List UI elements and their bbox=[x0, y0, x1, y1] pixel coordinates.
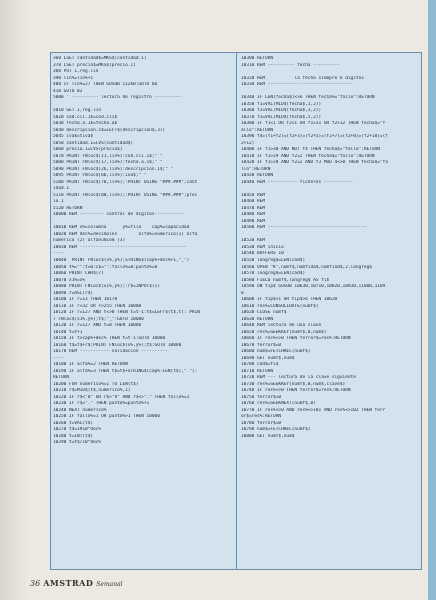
code-line: 5050 cantidad.1=CVS(cantidad$) bbox=[53, 140, 134, 146]
code-line: 10470 REM bbox=[241, 205, 266, 211]
code-line: 10600 IF tip$<1 OR tip$>6 THEN 10620 bbox=[241, 297, 338, 303]
code-line: 10700 cad$=fi$ bbox=[241, 362, 279, 368]
code-line: 10140 t=t+1 bbox=[53, 329, 83, 335]
code-line: 10660 IF res%<>0 THEN ferror$=res%:RETURN bbox=[241, 336, 351, 342]
code-line: 10200 FOR numerico%=1 TO LEN(t$) bbox=[53, 381, 139, 387]
code-line: 10000 REM --------- control de digitos----------- bbox=[53, 212, 184, 218]
magazine-title: AMSTRAD bbox=[43, 578, 94, 588]
code-line: 10800 GET numf$,num$ bbox=[241, 433, 295, 439]
code-line: 10280 t=INT(t$) bbox=[53, 433, 94, 439]
code-line: 10320 REM la fecha siempre 6 digitos bbox=[241, 75, 364, 81]
code-line: 10060 PRINT CHR$(7) bbox=[53, 271, 104, 277]
code-line: 10620 CLOSE numf$ bbox=[241, 310, 287, 316]
code-line: 10450 REM bbox=[241, 192, 266, 198]
code-line: 10230 IF r$="." THEN punto%=punto%+1 bbox=[53, 401, 150, 407]
listing-right-column bbox=[241, 56, 419, 568]
code-line: 5060 precio.1=CVS(precio$) bbox=[53, 147, 123, 153]
code-line: 10530 REM inicio bbox=[241, 244, 284, 250]
code-line: 5020 cod.cli.1$=cod.cli$ bbox=[53, 114, 118, 120]
code-line: 10260 t=VAL(t$) bbox=[53, 420, 94, 426]
code-line: 10590 ON tip$ GOSUB 10630,10710,10820,10930,11000,1109 bbox=[241, 284, 386, 290]
code-line: 10210 r$=MID$(t$,numerico%,1) bbox=[53, 388, 131, 394]
code-line: 390 lin%=lin%+1 bbox=[53, 75, 94, 81]
code-line: 10370 f3=VAL(MID$(fecha$,5,2)) bbox=[241, 114, 322, 120]
code-line: 10180 IF alfa%=2 THEN RETURN bbox=[53, 362, 128, 368]
code-line: 10100 IF r=13 THEN 10170 bbox=[53, 297, 118, 303]
code-line: 10390 f4=(f1+f2)=(f2+3)=(f2+5)=(f2+7)=(f2+8)=(f2+10)=(f bbox=[241, 134, 388, 140]
code-line: 10380 IF f1<1 OR f2<1 OR f1>31 OR f2>12 THEN fecha$="f bbox=[241, 121, 386, 127]
code-line: 10070 x1%=x% bbox=[53, 277, 86, 283]
code-line: 10050 t%="":t=0:c$="":fallo%=0:punto%=0 bbox=[53, 264, 158, 270]
code-line: 5040 descripcion.1$=LEFT$(descripcion$,37) bbox=[53, 127, 166, 133]
code-line: 360 LSET cantidad$=MKS$(cantidad.1) bbox=[53, 56, 147, 61]
code-line: 10420 IF f1>28 AND f2=2 AND f3 MOD 4<>0 THEN fecha$="fa bbox=[241, 160, 388, 166]
code-line: 5010 GET 1,reg.lin bbox=[53, 108, 102, 114]
code-line: 10570 longreg$=LEN(cad$) bbox=[241, 271, 306, 277]
page-number: 36 bbox=[30, 579, 41, 588]
code-line: 10520 REM bbox=[241, 238, 266, 244]
code-line: ---- bbox=[53, 355, 64, 361]
code-line: RETURN bbox=[53, 375, 70, 381]
code-line: 10010 REM x%=columna y%=fila cap%=capacidad bbox=[53, 225, 190, 231]
code-line: 10330 REM -------------------------------- bbox=[241, 82, 354, 88]
adjacent-page-strip bbox=[428, 0, 436, 600]
code-line: 10540 BUFFERS 10 bbox=[241, 251, 284, 257]
code-line: 10020 REM dec%=decimales alfa%=numerico(1) alfa bbox=[53, 231, 198, 237]
code-line: 10090 r=ASC(r$) bbox=[53, 290, 94, 296]
code-line: 2+12) bbox=[241, 140, 255, 146]
code-line: or$=res%:RETURN bbox=[241, 414, 282, 420]
magazine-subtitle: Semanal bbox=[96, 581, 123, 588]
code-line: 10480 REM bbox=[241, 212, 266, 218]
code-line: 10440 REM ----------- ficheros ----------- bbox=[241, 179, 354, 185]
listing-left-column bbox=[53, 56, 239, 568]
code-line: 10730 res%=SEEKKEY(numf$,0,num$,clave$) bbox=[241, 381, 346, 387]
code-line: 10460 REM bbox=[241, 199, 266, 205]
code-line: 10550 longreg$=LEN(cad$) bbox=[241, 257, 306, 263]
code-line: 10650 res%=SEEKKEY(numf$,0,num$) bbox=[241, 329, 327, 335]
code-line: 10740 IF res%<>0 THEN ferror$=res%:RETURN bbox=[241, 388, 351, 394]
code-line: 10680 num$=FETCHREC(numf$) bbox=[241, 349, 311, 355]
code-line: 10350 f1=VAL(MID$(fecha$,1,2)) bbox=[241, 101, 322, 107]
code-line: 10750 ferror$=0 bbox=[241, 394, 282, 400]
code-line: 5030 fecha.a.1$=fecha.a$ bbox=[53, 121, 118, 127]
code-line: 10630 RETURN bbox=[241, 316, 274, 322]
code-line: 5110 PRINT FNloc$(80,lin%);:PRINT USING "###.###";prec bbox=[53, 192, 198, 198]
code-line: 10410 IF f1>29 AND f2=2 THEN fecha$="fallo":RETURN bbox=[241, 153, 375, 159]
code-line: 10030 REM ---------------------------------------- bbox=[53, 244, 187, 250]
code-line: 10500 REM ------------------------------------- bbox=[241, 225, 367, 231]
code-line: T FNloc$(x1%,y%);t$;"_":GOTO 10080 bbox=[53, 316, 144, 322]
code-line: 5095 PRINT FNloc$(66,lin%):iva$;" " bbox=[53, 173, 147, 179]
page-binding-edge bbox=[0, 0, 28, 600]
page-footer bbox=[30, 578, 123, 592]
code-line: 5070 PRINT FNloc$(11,lin%):cod.cli.1$;" " bbox=[53, 153, 163, 159]
code-line: 10780 ferror$=0 bbox=[241, 420, 282, 426]
code-line: 5080 PRINT FNloc$(17,lin%):fecha.a.1$;" " bbox=[53, 160, 163, 166]
code-line: 10220 IF r$<"0" OR r$>"9" AND r$<>"." THEN fallo%=1 bbox=[53, 394, 190, 400]
code-line: 370 LSET precio$=MKS$(precio.1) bbox=[53, 62, 136, 68]
code-line: 10150 IF t>cap%+dec% THEN t=t-1:GOTO 10080 bbox=[53, 336, 166, 342]
code-line: 10560 OPEN "K",numf$,nomfida$,nomfind$,2,longreg$ bbox=[241, 264, 372, 270]
code-line: 10190 IF alfa%=3 THEN t$=t$+STRING$(cap%-LEN(t$)," "): bbox=[53, 368, 198, 374]
code-line: 10490 REM bbox=[241, 218, 266, 224]
code-line: 10580 FIELD numf$,longreg$ AS fi$ bbox=[241, 277, 330, 283]
code-line: allo":RETURN bbox=[241, 127, 274, 133]
code-line: 10310 REM ---------- fecha ---------- bbox=[241, 62, 340, 68]
code-line: 5100 PRINT FNloc$(70,lin%);:PRINT USING "###.###";cant bbox=[53, 179, 198, 185]
code-line: numerico (2) alfanumcom (3) bbox=[53, 238, 126, 244]
code-line: 10760 res%=SEEKNEXT(numf$,0) bbox=[241, 401, 316, 407]
code-line: 10300 RETURN bbox=[241, 56, 274, 61]
code-line: 10040 PRINT FNloc$(x%,y%);STRING$(cap%+dec%+1,"_") bbox=[53, 257, 190, 263]
code-line: 10790 num$=FETCHREC(numf$) bbox=[241, 427, 311, 433]
code-line: 400 IF lin%=27 THEN GOSUB 11260:GOTO 60 bbox=[53, 82, 158, 88]
code-line: 10610 res%=CONSOLIDATE(numf$) bbox=[241, 303, 319, 309]
code-line: 380 PUT 1,reg.lin bbox=[53, 69, 99, 75]
code-line: 10720 REM --- lectura de la clave siguiente bbox=[241, 375, 356, 381]
code-line: 10170 REM ----------- validacion ---------- bbox=[53, 349, 168, 355]
code-line: 5090 PRINT FNloc$(26,lin%):descripcion.1$;" " bbox=[53, 166, 174, 172]
code-line: io.1 bbox=[53, 199, 64, 205]
code-line: 10290 t=t$/10^dec% bbox=[53, 440, 102, 446]
code-line: 10250 IF fallo%=1 OR punto%>1 THEN 10000 bbox=[53, 414, 160, 420]
code-line: 10670 ferror$=0 bbox=[241, 342, 282, 348]
code-line: 10080 PRINT FNloc$(x1%,y%);:r$=INPUT$(1) bbox=[53, 284, 160, 290]
code-line: 10360 f2=VAL(MID$(fecha$,3,2)) bbox=[241, 108, 322, 114]
code-line: 10770 IF res%<>0 AND res%<>101 AND res%<>102 THEN ferr bbox=[241, 407, 386, 413]
code-line: 10400 IF f1>30 AND NOT f4 THEN fecha$="fallo":RETURN bbox=[241, 147, 380, 153]
code-line: 10340 IF LEN(fecha$)<>6 THEN fecha%="fallo":RETURN bbox=[241, 95, 375, 101]
code-line: 10160 t$=t$+r$:PRINT FNloc$(x%,y%);t$:GOTO 10080 bbox=[53, 342, 182, 348]
code-line: 10120 IF r=127 AND t<>0 THEN t=t-1:t$=LEFT$(t$,t): PRIN bbox=[53, 310, 200, 316]
code-line: 5120 RETURN bbox=[53, 205, 83, 211]
code-line: 10690 GET numf$,num$ bbox=[241, 355, 295, 361]
code-line: llo":RETURN bbox=[241, 166, 271, 172]
code-line: 5000 ' ---------- lectura de registro ---------- bbox=[53, 95, 182, 101]
code-line: 410 GOTO 82 bbox=[53, 88, 83, 94]
code-line: ---- bbox=[53, 251, 64, 257]
code-line: 10270 t$=1#10^dec% bbox=[53, 427, 102, 433]
code-line: 10130 IF r=127 AND t=0 THEN 10080 bbox=[53, 323, 142, 329]
code-line: 10110 IF r<32 OR r>255 THEN 10080 bbox=[53, 303, 142, 309]
code-line: 10710 RETURN bbox=[241, 368, 274, 374]
code-line: 10430 RETURN bbox=[241, 173, 274, 179]
code-line: 0 bbox=[241, 290, 244, 296]
code-line: idad.1 bbox=[53, 186, 70, 192]
code-line: 10240 NEXT numerico% bbox=[53, 407, 107, 413]
code-line: 10640 REM lectura de una clave bbox=[241, 323, 322, 329]
code-line: 5045 iva$=tiva$ bbox=[53, 134, 94, 140]
